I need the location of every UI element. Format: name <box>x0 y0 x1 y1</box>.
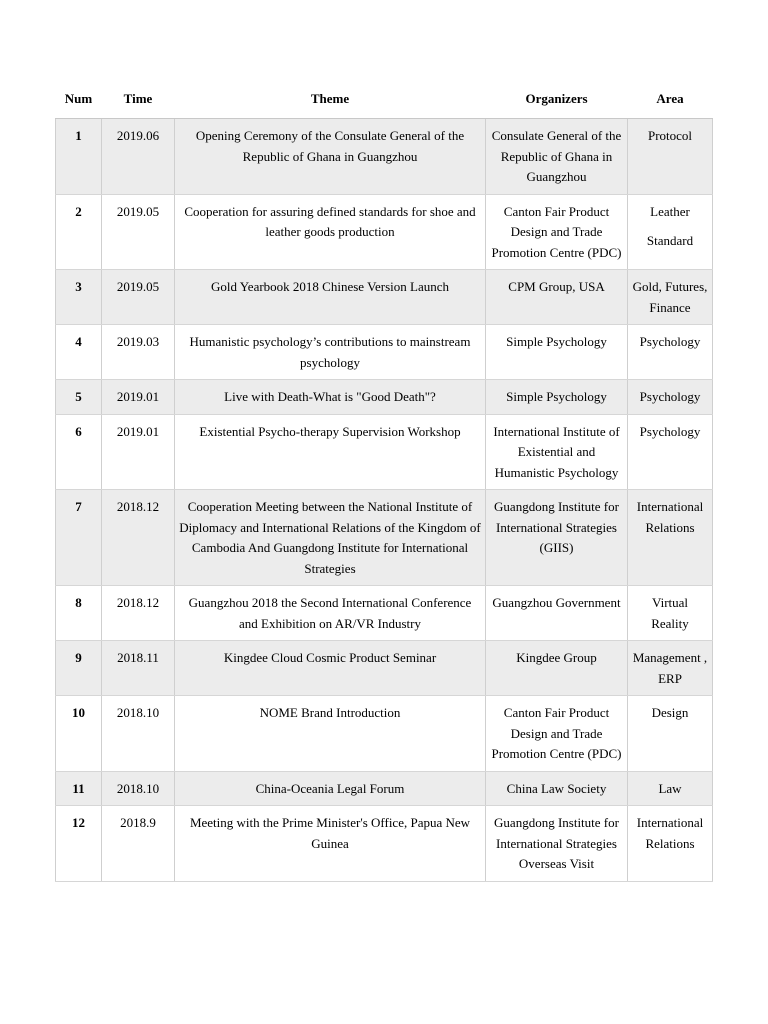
cell-time: 2018.9 <box>102 806 175 882</box>
cell-num: 4 <box>56 325 102 380</box>
cell-theme: Cooperation Meeting between the National Institute of Diplomacy and International Relations of the Kingdom of Cambodia And Guangdong Institute for International Strategies <box>175 490 486 586</box>
events-table <box>55 81 713 882</box>
cell-organizers: Guangdong Institute for International Strategies Overseas Visit <box>486 806 628 882</box>
table-row <box>56 641 713 696</box>
cell-theme: Gold Yearbook 2018 Chinese Version Launch <box>175 270 486 325</box>
cell-area-line: Leather <box>650 203 690 219</box>
cell-num: 12 <box>56 806 102 882</box>
cell-num: 6 <box>56 414 102 490</box>
header-theme: Theme <box>175 81 486 119</box>
cell-area: International Relations <box>628 490 713 586</box>
cell-time: 2019.05 <box>102 194 175 270</box>
cell-time: 2019.03 <box>102 325 175 380</box>
cell-num: 8 <box>56 586 102 641</box>
cell-num: 7 <box>56 490 102 586</box>
cell-time: 2019.01 <box>102 380 175 415</box>
cell-num: 5 <box>56 380 102 415</box>
cell-time: 2018.12 <box>102 586 175 641</box>
cell-theme: NOME Brand Introduction <box>175 696 486 772</box>
cell-organizers: International Institute of Existential and Humanistic Psychology <box>486 414 628 490</box>
cell-area: Management , ERP <box>628 641 713 696</box>
cell-area: Design <box>628 696 713 772</box>
table-row <box>56 380 713 415</box>
cell-organizers: China Law Society <box>486 771 628 806</box>
cell-organizers: Simple Psychology <box>486 325 628 380</box>
header-time: Time <box>102 81 175 119</box>
header-num: Num <box>56 81 102 119</box>
cell-area: Protocol <box>628 119 713 195</box>
cell-area: Psychology <box>628 380 713 415</box>
cell-area: Psychology <box>628 325 713 380</box>
table-row <box>56 696 713 772</box>
cell-time: 2018.12 <box>102 490 175 586</box>
cell-organizers: Kingdee Group <box>486 641 628 696</box>
cell-area: Psychology <box>628 414 713 490</box>
table-row <box>56 270 713 325</box>
table-row <box>56 806 713 882</box>
cell-num: 2 <box>56 194 102 270</box>
table-row <box>56 194 713 270</box>
cell-organizers: CPM Group, USA <box>486 270 628 325</box>
cell-organizers: Canton Fair Product Design and Trade Promotion Centre (PDC) <box>486 696 628 772</box>
table-row <box>56 771 713 806</box>
cell-theme: China-Oceania Legal Forum <box>175 771 486 806</box>
cell-area: International Relations <box>628 806 713 882</box>
cell-time: 2018.11 <box>102 641 175 696</box>
cell-organizers: Simple Psychology <box>486 380 628 415</box>
cell-organizers: Canton Fair Product Design and Trade Promotion Centre (PDC) <box>486 194 628 270</box>
table-row <box>56 414 713 490</box>
cell-area: Virtual Reality <box>628 586 713 641</box>
header-organizers: Organizers <box>486 81 628 119</box>
cell-theme: Guangzhou 2018 the Second International Conference and Exhibition on AR/VR Industry <box>175 586 486 641</box>
table-row <box>56 586 713 641</box>
header-area: Area <box>628 81 713 119</box>
cell-area: Law <box>628 771 713 806</box>
table-row <box>56 325 713 380</box>
cell-time: 2018.10 <box>102 696 175 772</box>
cell-num: 3 <box>56 270 102 325</box>
cell-organizers: Guangzhou Government <box>486 586 628 641</box>
cell-organizers: Guangdong Institute for International Strategies (GIIS) <box>486 490 628 586</box>
cell-theme: Live with Death-What is "Good Death"? <box>175 380 486 415</box>
cell-theme: Humanistic psychology’s contributions to mainstream psychology <box>175 325 486 380</box>
cell-theme: Cooperation for assuring defined standards for shoe and leather goods production <box>175 194 486 270</box>
cell-area: Gold, Futures, Finance <box>628 270 713 325</box>
cell-area-line-2: Standard <box>646 233 694 248</box>
cell-organizers: Consulate General of the Republic of Ghana in Guangzhou <box>486 119 628 195</box>
cell-time: 2018.10 <box>102 771 175 806</box>
cell-theme: Opening Ceremony of the Consulate General of the Republic of Ghana in Guangzhou <box>175 119 486 195</box>
cell-theme: Kingdee Cloud Cosmic Product Seminar <box>175 641 486 696</box>
cell-time: 2019.01 <box>102 414 175 490</box>
table-row <box>56 490 713 586</box>
cell-time: 2019.05 <box>102 270 175 325</box>
cell-theme: Meeting with the Prime Minister's Office, Papua New Guinea <box>175 806 486 882</box>
cell-num: 1 <box>56 119 102 195</box>
cell-num: 11 <box>56 771 102 806</box>
cell-time: 2019.06 <box>102 119 175 195</box>
cell-area <box>628 194 713 270</box>
cell-num: 9 <box>56 641 102 696</box>
cell-theme: Existential Psycho-therapy Supervision Workshop <box>175 414 486 490</box>
table-row <box>56 119 713 195</box>
table-header-row <box>56 81 713 119</box>
cell-num: 10 <box>56 696 102 772</box>
